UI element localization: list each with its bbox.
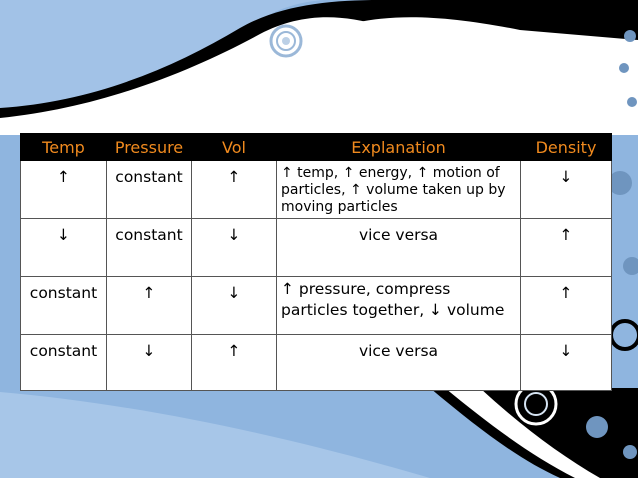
cell-density: ↓	[521, 161, 612, 219]
table-row	[21, 219, 612, 277]
cell-pressure: constant	[107, 161, 192, 219]
cell-vol: ↓	[192, 277, 277, 335]
table-row	[21, 161, 612, 219]
cell-temp: ↑	[21, 161, 107, 219]
cell-explanation: ↑ pressure, compress particles together, ↓ volume	[277, 277, 521, 335]
header-temp: Temp	[21, 134, 107, 161]
header-explanation: Explanation	[277, 134, 521, 161]
cell-density: ↑	[521, 277, 612, 335]
cell-density: ↓	[521, 335, 612, 391]
table-header-row	[21, 134, 612, 161]
cell-temp: constant	[21, 277, 107, 335]
cell-vol: ↑	[192, 335, 277, 391]
header-density: Density	[521, 134, 612, 161]
gas-law-table	[20, 133, 612, 391]
cell-vol: ↑	[192, 161, 277, 219]
cell-explanation: vice versa	[277, 335, 521, 391]
cell-temp: constant	[21, 335, 107, 391]
cell-vol: ↓	[192, 219, 277, 277]
cell-explanation: ↑ temp, ↑ energy, ↑ motion of particles, ↑ volume taken up by moving particles	[277, 161, 521, 219]
table-row	[21, 277, 612, 335]
header-vol: Vol	[192, 134, 277, 161]
cell-temp: ↓	[21, 219, 107, 277]
cell-pressure: ↑	[107, 277, 192, 335]
cell-density: ↑	[521, 219, 612, 277]
cell-explanation: vice versa	[277, 219, 521, 277]
cell-pressure: ↓	[107, 335, 192, 391]
cell-pressure: constant	[107, 219, 192, 277]
header-pressure: Pressure	[107, 134, 192, 161]
table-row	[21, 335, 612, 391]
